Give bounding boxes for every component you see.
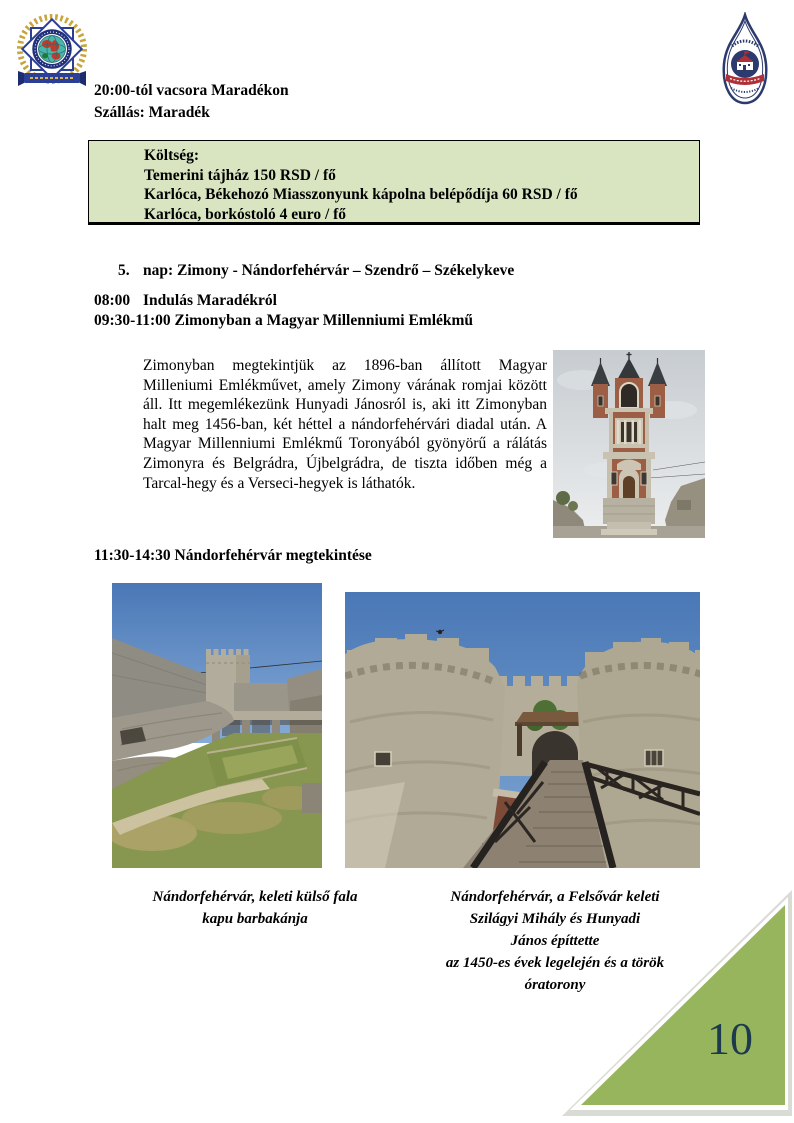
schedule-text: Indulás Maradékról (143, 292, 277, 309)
caption-line: Nándorfehérvár, keleti külső fala (152, 889, 358, 905)
globe-wreath-emblem-icon (12, 14, 92, 90)
day-heading (118, 262, 514, 280)
schedule-item: 09:30-11:00 Zimonyban a Magyar Millenniumi Emlékmű (94, 311, 474, 329)
schedule-block (94, 291, 473, 330)
millennium-tower-photo (553, 350, 705, 538)
cost-row: Temerini tájház 150 RSD / fő (144, 166, 336, 184)
day-number: 5. (118, 262, 130, 279)
page-number: 10 (707, 1013, 753, 1064)
visit-heading: 11:30-14:30 Nándorfehérvár megtekintése (94, 547, 372, 564)
cost-box (88, 140, 700, 225)
caption-line: óratorony (524, 977, 586, 993)
cost-row: Karlóca, borkóstoló 4 euro / fő (144, 205, 347, 223)
dinner-line: 20:00-tól vacsora Maradékon (94, 82, 289, 99)
caption-left (120, 886, 390, 930)
fortress-outer-wall-photo (112, 583, 322, 868)
fortress-gate-bridge-photo (345, 592, 700, 868)
caption-line: Nándorfehérvár, a Felsővár keleti (450, 889, 660, 905)
caption-line: János építtette (510, 933, 600, 949)
corner-triangle-decoration (554, 883, 794, 1123)
caption-line: Szilágyi Mihály és Hunyadi (469, 911, 641, 927)
schedule-time: 08:00 (94, 292, 131, 309)
day-title: nap: Zimony - Nándorfehérvár – Szendrő – Székelykeve (143, 262, 515, 279)
schedule-item (94, 291, 473, 311)
cost-box-title: Költség: (144, 147, 200, 164)
cost-row: Karlóca, Békehozó Miasszonyunk kápolna belépődíja 60 RSD / fő (144, 186, 578, 203)
school-badge-emblem-icon (718, 12, 772, 108)
caption-line: kapu barbakánja (202, 911, 308, 927)
dinner-lodging-block (94, 80, 289, 124)
lodging-line: Szállás: Maradék (94, 104, 210, 121)
description-paragraph: Zimonyban megtekintjük az 1896-ban állított Magyar Milleniumi Emlékművet, amely Zimony várának romjai között áll. Itt megemlékezünk Hunyadi Jánosról is, aki itt Zimonyban halt meg 1456-ban, két héttel a nándorfehérvári diadal után. A Magyar Millenniumi Emlékmű Toronyából gyönyörű a rálátás Zimonyra és Belgrádra, Újbelgrádra, de tiszta időben még a Tarcal-hegy és a Verseci-hegyek is láthatók. (143, 357, 547, 492)
caption-line: az 1450-es évek legelején és a török (445, 955, 665, 971)
